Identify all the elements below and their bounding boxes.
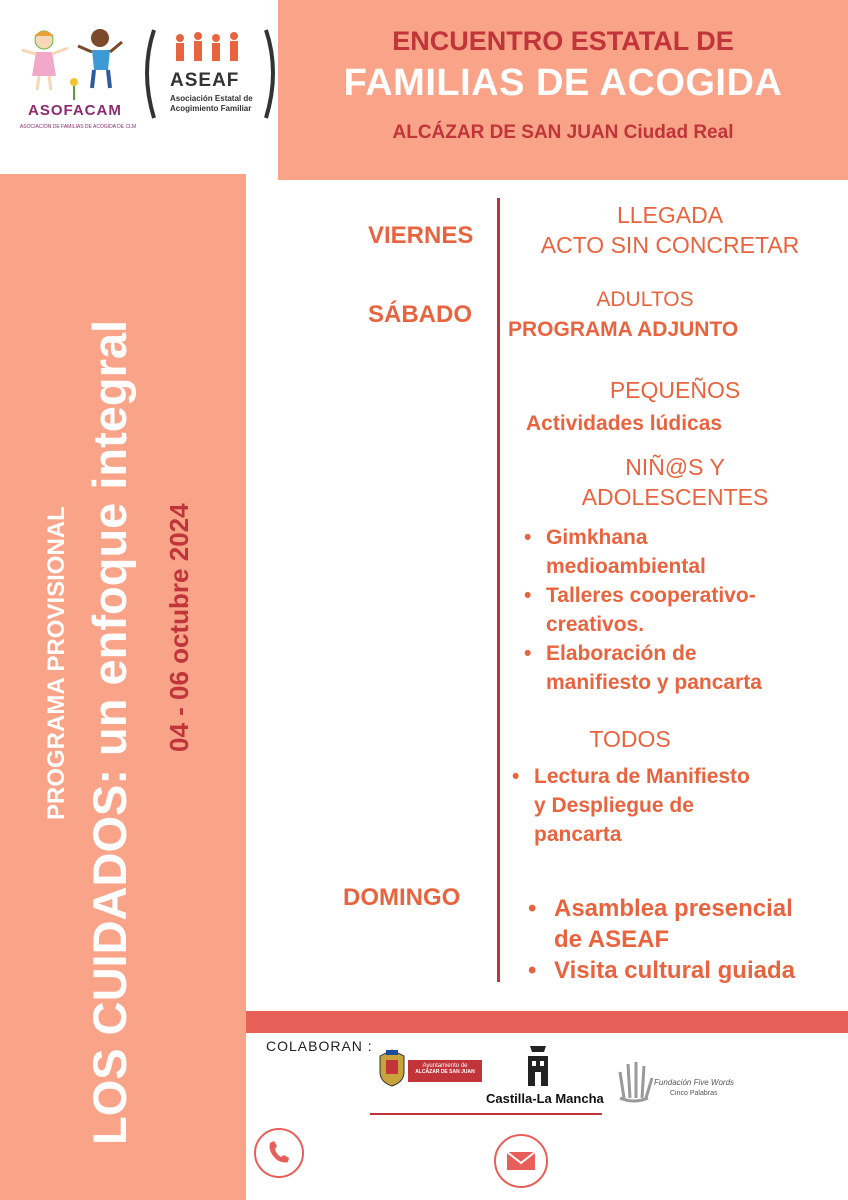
asofacam-name: ASOFACAM: [28, 102, 122, 119]
phone-icon: [256, 1130, 302, 1176]
day-viernes: VIERNES: [368, 222, 474, 249]
sponsor2-name: Castilla-La Mancha: [486, 1091, 604, 1106]
sponsor1-line1: Ayuntamiento de: [422, 1063, 468, 1069]
aseaf-name: ASEAF: [170, 70, 240, 91]
todos-label: TODOS: [589, 726, 671, 752]
sponsor-castilla-la-mancha: [486, 1042, 604, 1108]
header-title-line2: FAMILIAS DE ACOGIDA: [343, 62, 783, 104]
header-title-line1: ENCUENTRO ESTATAL DE: [392, 26, 734, 56]
timeline-divider: [497, 198, 500, 982]
program-label: PROGRAMA PROVISIONAL: [43, 506, 70, 820]
ninos-label-1: NIÑ@S Y: [625, 454, 725, 480]
list-item: • Lectura de Manifiesto y Despliegue de pancarta: [510, 762, 750, 849]
event-dates: 04 - 06 octubre 2024: [164, 503, 194, 752]
list-item: • Elaboración de manifiesto y pancarta: [522, 639, 762, 697]
ayuntamiento-label-box: [408, 1060, 482, 1082]
aseaf-line2: Acogimiento Familiar: [170, 104, 252, 113]
coat-of-arms-icon: [376, 1048, 408, 1088]
viernes-line2: ACTO SIN CONCRETAR: [540, 232, 800, 258]
header-location: ALCÁZAR DE SAN JUAN Ciudad Real: [392, 122, 734, 143]
adultos-label: ADULTOS: [596, 288, 694, 311]
list-item: • Gimkhana medioambiental: [522, 523, 762, 581]
ninos-label-2: ADOLESCENTES: [581, 484, 769, 510]
pequenos-text: Actividades lúdicas: [526, 412, 723, 435]
sponsor1-line2: ALCÁZAR DE SAN JUAN: [415, 1069, 475, 1075]
todos-activity-list: [510, 762, 750, 849]
day-sabado: SÁBADO: [368, 301, 473, 328]
pequenos-label: PEQUEÑOS: [609, 377, 741, 403]
ninos-activity-list: [522, 523, 762, 697]
asofacam-logo: [14, 24, 142, 144]
footer-bar: [246, 1011, 848, 1033]
list-item: • Asamblea presencial de ASEAF: [526, 893, 795, 955]
day-domingo: DOMINGO: [343, 884, 461, 911]
domingo-activity-list: [526, 893, 795, 986]
castle-icon: [524, 1042, 552, 1088]
viernes-line1: LLEGADA: [616, 202, 724, 228]
mail-icon[interactable]: [494, 1134, 548, 1188]
aseaf-line1: Asociación Estatal de: [170, 94, 253, 103]
event-theme: LOS CUIDADOS: un enfoque integral: [83, 319, 136, 1145]
sponsor-ayuntamiento: [376, 1048, 482, 1088]
envelope-icon: [496, 1136, 546, 1186]
sponsor3-line2: Cinco Palabras: [670, 1090, 718, 1097]
adultos-text: PROGRAMA ADJUNTO: [508, 318, 739, 341]
whatsapp-icon[interactable]: [254, 1128, 304, 1178]
list-item: • Talleres cooperativo- creativos.: [522, 581, 762, 639]
sponsor3-line1: Fundación Five Words: [654, 1078, 735, 1087]
list-item: • Visita cultural guiada: [526, 955, 795, 986]
asofacam-tagline: ASOCIACIÓN DE FAMILIAS DE ACOGIDA DE CLM: [19, 124, 137, 130]
colaboran-label: COLABORAN :: [266, 1038, 373, 1054]
hand-icon: [614, 1058, 654, 1104]
footer-divider: [370, 1113, 602, 1115]
aseaf-logo: [140, 24, 280, 124]
sponsor-fundacion: [614, 1058, 754, 1104]
